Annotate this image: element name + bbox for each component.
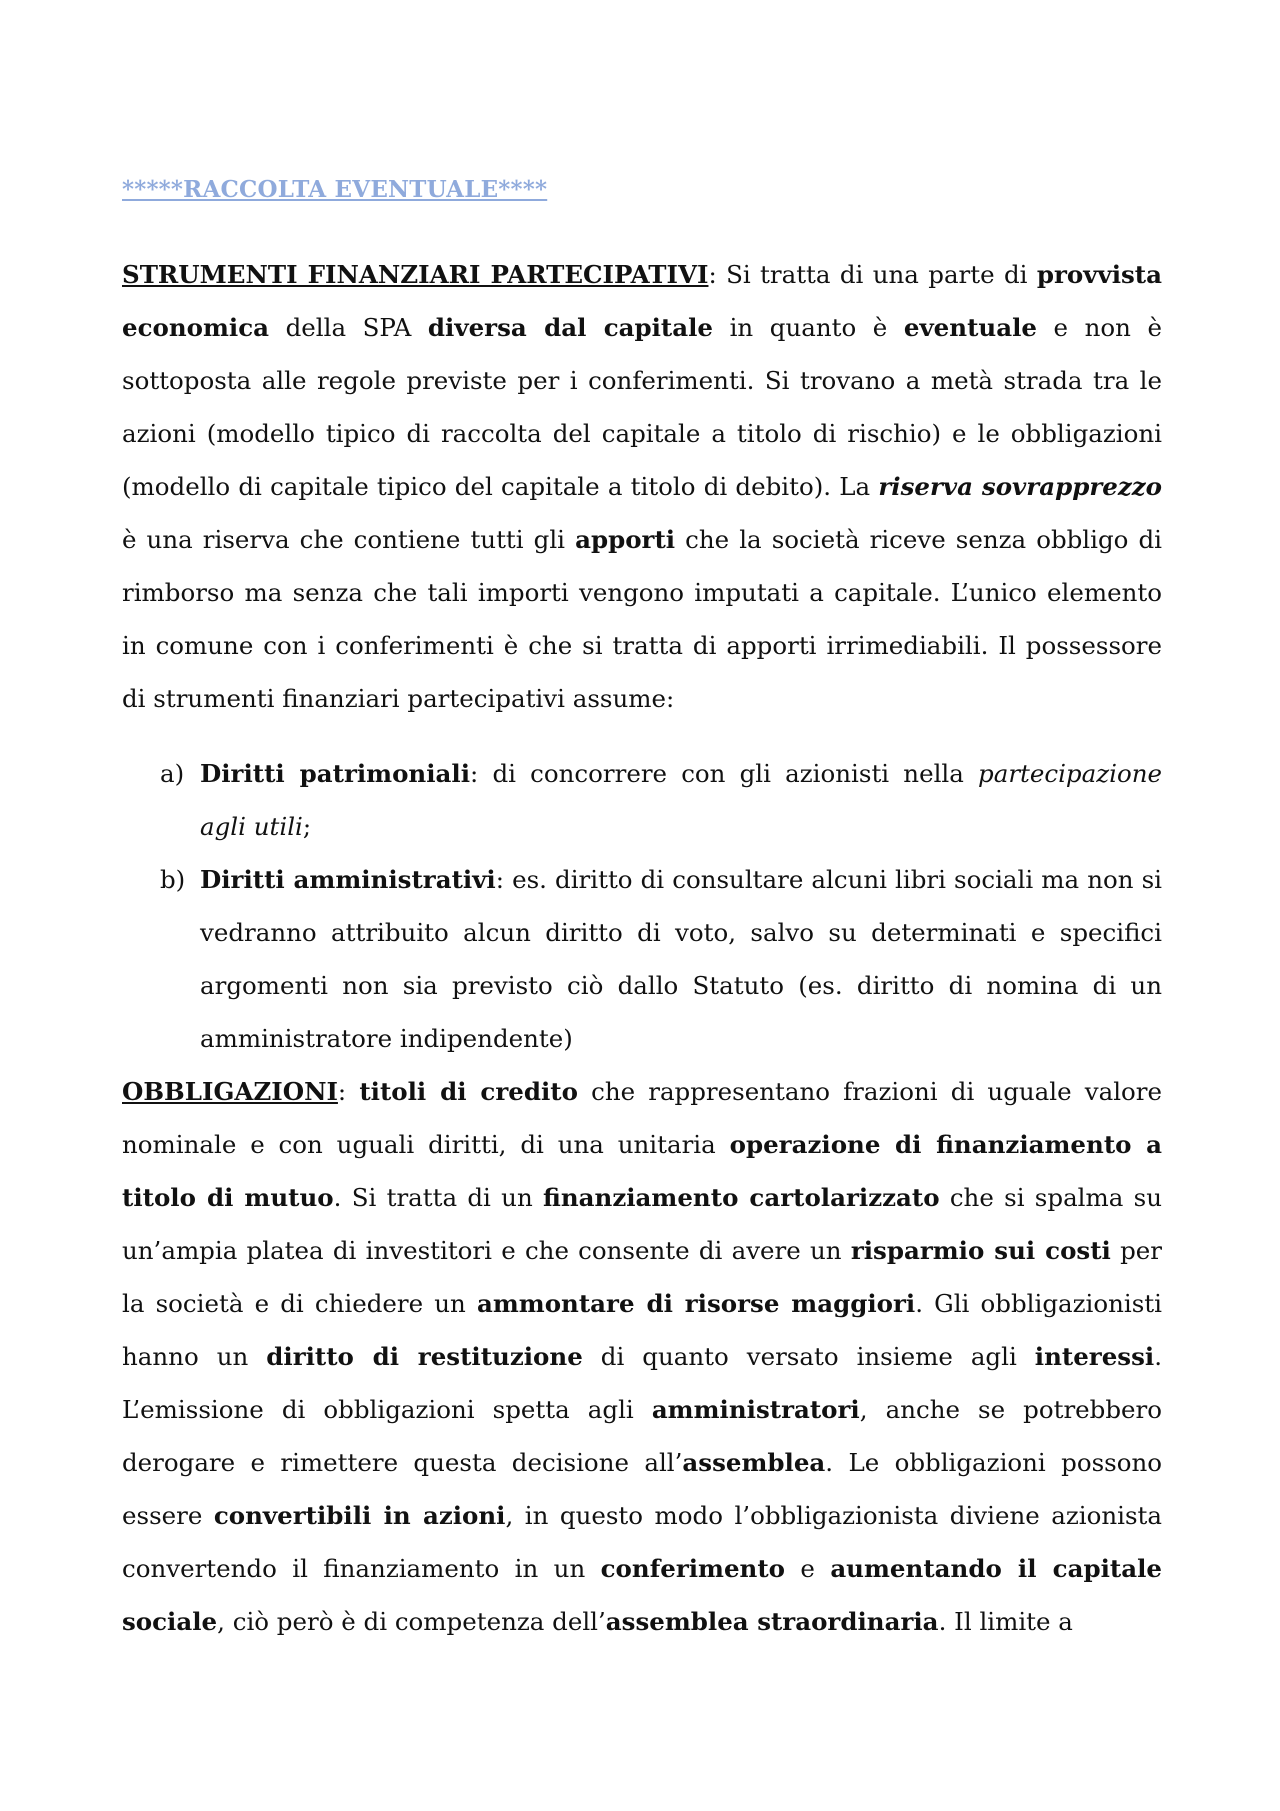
- rights-list: [122, 747, 1162, 1065]
- list-item: [122, 853, 1162, 1065]
- bold-term: convertibili in azioni: [213, 1501, 506, 1530]
- list-marker: b): [160, 865, 186, 894]
- text-span: e non è sottoposta alle regole previste per i conferimenti. Si trovano a metà strada tra le azioni (modello tipico di raccolta del capitale a titolo di rischio) e le obbligazioni (modello di capitale tipico del capitale a titolo di debito). La: [122, 313, 1162, 501]
- text-span: ;: [302, 812, 312, 841]
- text-span: : di concorrere con gli azionisti nella: [470, 759, 979, 788]
- text-span: che rappresentano frazioni di uguale valore nominale e con uguali diritti, di una unitaria: [122, 1077, 1162, 1159]
- text-span: . Gli obbligazionisti hanno un: [122, 1289, 1162, 1371]
- text-span: . Le obbligazioni possono essere: [122, 1448, 1162, 1530]
- bold-term: apporti: [575, 525, 676, 554]
- text-span: , ciò però è di competenza dell’: [217, 1607, 606, 1636]
- bold-italic-term: riserva sovrapprezzo: [878, 472, 1162, 501]
- text-span: che si spalma su un’ampia platea di investitori e che consente di avere un: [122, 1183, 1162, 1265]
- bold-term: interessi: [1034, 1342, 1155, 1371]
- bold-term: operazione di finanziamento a titolo di mutuo: [122, 1130, 1162, 1212]
- bold-term: amministratori: [651, 1395, 860, 1424]
- text-span: in quanto è: [713, 313, 904, 342]
- bold-term: eventuale: [903, 313, 1037, 342]
- list-item: [122, 747, 1162, 853]
- text-span: e: [785, 1554, 831, 1583]
- bold-term: titoli di credito: [359, 1077, 578, 1106]
- text-span: . Si tratta di un: [333, 1183, 544, 1212]
- bold-term: risparmio sui costi: [850, 1236, 1111, 1265]
- paragraph-obbligazioni: [122, 1065, 1162, 1648]
- text-span: . Il limite a: [938, 1607, 1073, 1636]
- bold-term: Diritti amministrativi: [200, 865, 496, 894]
- paragraph-strumenti-finanziari: [122, 248, 1162, 725]
- section-title-strumenti: STRUMENTI FINANZIARI PARTECIPATIVI: [122, 260, 709, 289]
- text-span: : Si tratta di una parte di: [708, 260, 1037, 289]
- bold-term: assemblea: [682, 1448, 826, 1477]
- text-span: , anche se potrebbero derogare e rimettere questa decisione all’: [122, 1395, 1162, 1477]
- document-heading: *****RACCOLTA EVENTUALE****: [122, 176, 548, 203]
- list-marker: a): [160, 759, 185, 788]
- text-span: per la società e di chiedere un: [122, 1236, 1162, 1318]
- bold-term: provvista economica: [122, 260, 1162, 342]
- bold-term: conferimento: [600, 1554, 786, 1583]
- document-body: [122, 176, 1162, 1648]
- bold-term: Diritti patrimoniali: [200, 759, 471, 788]
- text-span: di quanto versato insieme agli: [582, 1342, 1035, 1371]
- text-span: è una riserva che contiene tutti gli: [122, 525, 576, 554]
- bold-term: finanziamento cartolarizzato: [543, 1183, 940, 1212]
- section-title-obbligazioni: OBBLIGAZIONI: [122, 1077, 338, 1106]
- bold-term: aumentando il capitale sociale: [122, 1554, 1162, 1636]
- text-span: della SPA: [269, 313, 428, 342]
- text-span: . L’emissione di obbligazioni spetta agli: [122, 1342, 1162, 1424]
- bold-term: assemblea straordinaria: [605, 1607, 939, 1636]
- text-span: , in questo modo l’obbligazionista diviene azionista convertendo il finanziamento in un: [122, 1501, 1162, 1583]
- text-span: : es. diritto di consultare alcuni libri sociali ma non si vedranno attribuito alcun diritto di voto, salvo su determinati e specifici argomenti non sia previsto ciò dallo Statuto (es. diritto di nomina di un amministratore indipendente): [200, 865, 1162, 1053]
- italic-term: partecipazione agli utili: [200, 759, 1162, 841]
- bold-term: diversa dal capitale: [427, 313, 714, 342]
- bold-term: ammontare di risorse maggiori: [476, 1289, 916, 1318]
- text-span: :: [337, 1077, 360, 1106]
- bold-term: diritto di restituzione: [266, 1342, 583, 1371]
- text-span: che la società riceve senza obbligo di rimborso ma senza che tali importi vengono imputati a capitale. L’unico elemento in comune con i conferimenti è che si tratta di apporti irrimediabili. Il possessore di strumenti finanziari partecipativi assume:: [122, 525, 1162, 713]
